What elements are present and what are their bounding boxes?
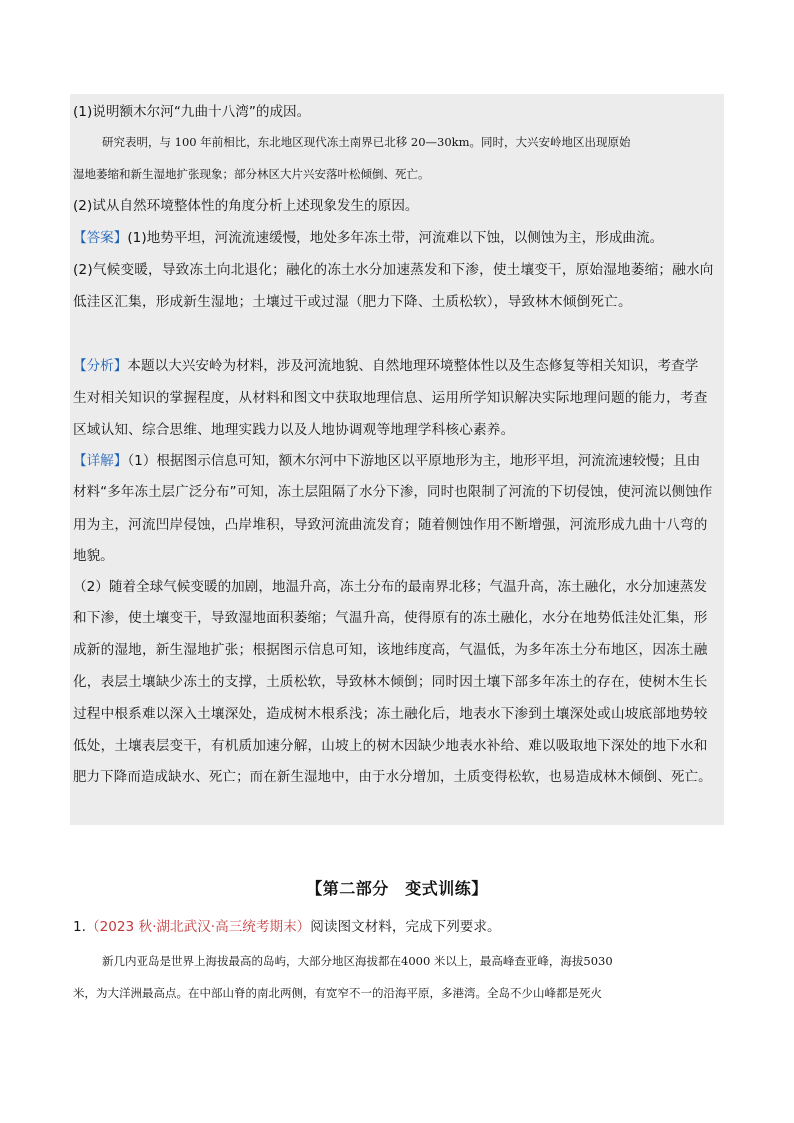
detail-line-1: 【详解】（1）根据图示信息可知，额木尔河中下游地区以平原地形为主，地形平坦，河流流速较慢；且由 bbox=[73, 453, 701, 469]
exercise-source: （2023 秋·湖北武汉·高三统考期末） bbox=[85, 919, 311, 935]
detail-p2-line-3: 成新的湿地，新生湿地扩张；根据图示信息可知，该地纬度高，气温低，为多年冻土分布地区，因冻土融 bbox=[73, 642, 708, 658]
analysis-tag: 【分析】 bbox=[73, 358, 128, 374]
analysis-line-1: 【分析】本题以大兴安岭为材料，涉及河流地貌、自然地理环境整体性以及生态修复等相关知识，考查学 bbox=[73, 358, 699, 374]
detail-p2-line-4: 化，表层土壤缺少冻土的支撑，土质松软，导致林木倾倒；同时因土壤下部多年冻土的存在，使树木生长 bbox=[73, 674, 708, 690]
detail-line-4: 地貌。 bbox=[73, 548, 114, 564]
material-line-2: 湿地萎缩和新生湿地扩张现象；部分林区大片兴安落叶松倾倒、死亡。 bbox=[73, 167, 430, 181]
answer-line-2: (2)气候变暖，导致冻土向北退化；融化的冻土水分加速蒸发和下渗，使土壤变干，原始湿地萎缩；融水向 bbox=[73, 262, 714, 278]
exercise-1-prompt: 1.（2023 秋·湖北武汉·高三统考期末）阅读图文材料，完成下列要求。 bbox=[73, 919, 501, 935]
detail-p2-line-7: 肥力下降而造成缺水、死亡；而在新生湿地中，由于水分增加，土质变得松软，也易造成林木倾倒、死亡。 bbox=[73, 770, 712, 785]
question-2: (2)试从自然环境整体性的角度分析上述现象发生的原因。 bbox=[73, 198, 419, 214]
detail-tag: 【详解】 bbox=[73, 453, 128, 469]
exercise-material-line-1: 新几内亚岛是世界上海拔最高的岛屿，大部分地区海拔都在4000 米以上，最高峰查亚峰，海拔5030 bbox=[102, 954, 613, 968]
detail-p2-line-6: 低处，土壤表层变干，有机质加速分解，山坡上的树木因缺少地表水补给、难以吸取地下深处的地下水和 bbox=[73, 738, 708, 754]
answer-line-3: 低洼区汇集，形成新生湿地；土壤过干或过湿（肥力下降、土质松软），导致林木倾倒死亡。 bbox=[73, 294, 632, 310]
detail-p2-line-2: 和下渗，使土壤变干，导致湿地面积萎缩；气温升高，使得原有的冻土融化，水分在地势低洼处汇集，形 bbox=[73, 610, 708, 626]
analysis-line-2: 生对相关知识的掌握程度，从材料和图文中获取地理信息、运用所学知识解决实际地理问题的能力，考查 bbox=[73, 390, 708, 406]
question-1: (1)说明额木尔河“九曲十八湾”的成因。 bbox=[73, 104, 311, 120]
analysis-line-3: 区域认知、综合思维、地理实践力以及人地协调观等地理学科核心素养。 bbox=[73, 422, 515, 438]
detail-line-3: 用为主，河流凹岸侵蚀，凸岸堆积，导致河流曲流发育；随着侧蚀作用不断增强，河流形成九曲十八弯的 bbox=[73, 517, 708, 533]
answer-tag: 【答案】 bbox=[73, 230, 128, 246]
material-line-1: 研究表明，与 100 年前相比，东北地区现代冻土南界已北移 20—30km。同时，大兴安岭地区出现原始 bbox=[102, 135, 631, 149]
exercise-material-line-2: 米，为大洋洲最高点。在中部山脊的南北两侧，有宽窄不一的沿海平原，多港湾。全岛不少山峰都是死火 bbox=[73, 986, 602, 1000]
section-title: 【第二部分 变式训练】 bbox=[306, 879, 488, 898]
detail-p2-line-5: 过程中根系难以深入土壤深处，造成树木根系浅；冻土融化后，地表水下渗到土壤深处或山坡底部地势较 bbox=[73, 706, 708, 722]
detail-p2-line-1: （2）随着全球气候变暖的加剧，地温升高，冻土分布的最南界北移；气温升高，冻土融化，水分加速蒸发 bbox=[73, 579, 707, 595]
answer-line-1: 【答案】(1)地势平坦，河流流速缓慢，地处多年冻土带，河流难以下蚀，以侧蚀为主，形成曲流。 bbox=[73, 230, 664, 246]
detail-line-2: 材料“多年冻土层广泛分布”可知，冻土层阻隔了水分下渗，同时也限制了河流的下切侵蚀，使河流以侧蚀作 bbox=[73, 485, 713, 500]
